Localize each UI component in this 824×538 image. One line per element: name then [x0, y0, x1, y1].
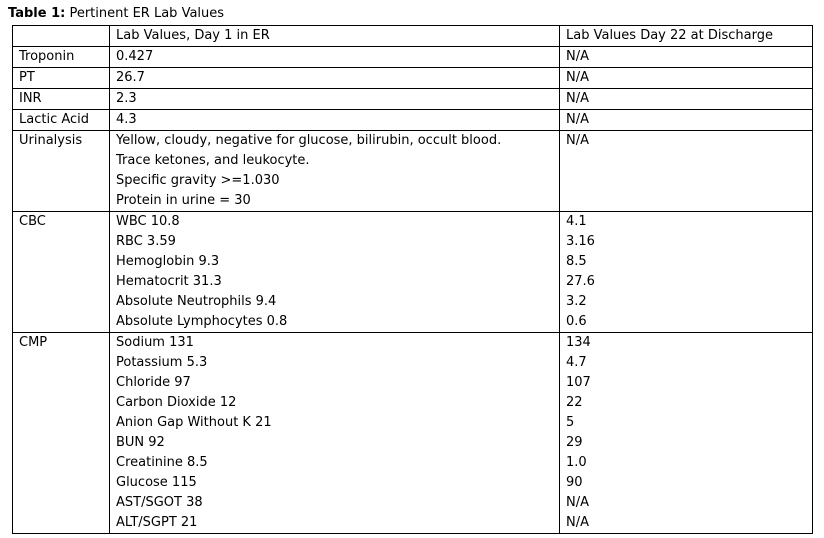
- lab-values-table: [12, 25, 813, 534]
- discharge-value-cell: [560, 212, 813, 333]
- table-row: [13, 212, 813, 333]
- day1-value-line: Sodium 131: [116, 335, 194, 350]
- table-row: [13, 333, 813, 534]
- table-row: [13, 47, 813, 68]
- discharge-value-cell: [560, 89, 813, 110]
- table-header-row: [13, 26, 813, 47]
- day1-value-line: 2.3: [116, 91, 137, 106]
- day1-value-line: Hemoglobin 9.3: [116, 254, 220, 269]
- day1-value-line: Potassium 5.3: [116, 355, 208, 370]
- discharge-value-line: N/A: [566, 515, 589, 530]
- discharge-value-cell: [560, 68, 813, 89]
- day1-value-line: BUN 92: [116, 435, 165, 450]
- day1-value-cell: [110, 47, 560, 68]
- discharge-value-line: N/A: [566, 133, 589, 148]
- discharge-value-line: 8.5: [566, 254, 587, 269]
- discharge-value-cell: [560, 131, 813, 212]
- day1-value-line: Creatinine 8.5: [116, 455, 208, 470]
- discharge-value-line: 107: [566, 375, 591, 390]
- table-row: [13, 89, 813, 110]
- discharge-value-line: N/A: [566, 495, 589, 510]
- discharge-value-line: 4.7: [566, 355, 587, 370]
- day1-value-cell: [110, 131, 560, 212]
- table-row: [13, 68, 813, 89]
- discharge-value-line: N/A: [566, 49, 589, 64]
- table-row: [13, 131, 813, 212]
- discharge-value-cell: [560, 333, 813, 534]
- test-name-cell: PT: [13, 68, 110, 89]
- discharge-value-line: 90: [566, 475, 583, 490]
- day1-value-cell: [110, 68, 560, 89]
- discharge-value-line: 5: [566, 415, 575, 430]
- caption-label: Table 1:: [8, 6, 66, 21]
- test-name-cell: Troponin: [13, 47, 110, 68]
- discharge-value-cell: [560, 110, 813, 131]
- header-cell-discharge: Lab Values Day 22 at Discharge: [560, 26, 813, 47]
- discharge-value-line: N/A: [566, 112, 589, 127]
- discharge-value-line: 29: [566, 435, 583, 450]
- discharge-value-line: 3.16: [566, 234, 595, 249]
- discharge-value-line: 27.6: [566, 274, 595, 289]
- day1-value-line: Absolute Neutrophils 9.4: [116, 294, 277, 309]
- day1-value-cell: [110, 110, 560, 131]
- discharge-value-line: N/A: [566, 70, 589, 85]
- discharge-value-line: 0.6: [566, 314, 587, 329]
- day1-value-line: Carbon Dioxide 12: [116, 395, 237, 410]
- test-name-cell: CBC: [13, 212, 110, 333]
- day1-value-line: Specific gravity >=1.030: [116, 173, 280, 188]
- table-body: [13, 47, 813, 534]
- day1-value-line: AST/SGOT 38: [116, 495, 203, 510]
- day1-value-cell: [110, 212, 560, 333]
- test-name-cell: Urinalysis: [13, 131, 110, 212]
- day1-value-line: WBC 10.8: [116, 214, 180, 229]
- day1-value-line: Anion Gap Without K 21: [116, 415, 272, 430]
- discharge-value-line: 22: [566, 395, 583, 410]
- test-name-cell: INR: [13, 89, 110, 110]
- discharge-value-line: N/A: [566, 91, 589, 106]
- day1-value-line: 26.7: [116, 70, 145, 85]
- day1-value-line: Absolute Lymphocytes 0.8: [116, 314, 288, 329]
- day1-value-cell: [110, 89, 560, 110]
- table-row: [13, 110, 813, 131]
- header-cell-day1: Lab Values, Day 1 in ER: [110, 26, 560, 47]
- day1-value-cell: [110, 333, 560, 534]
- discharge-value-line: 3.2: [566, 294, 587, 309]
- discharge-value-line: 1.0: [566, 455, 587, 470]
- header-cell-test: [13, 26, 110, 47]
- discharge-value-line: 134: [566, 335, 591, 350]
- day1-value-line: Hematocrit 31.3: [116, 274, 222, 289]
- test-name-cell: CMP: [13, 333, 110, 534]
- day1-value-line: Chloride 97: [116, 375, 191, 390]
- caption-text: Pertinent ER Lab Values: [65, 6, 225, 21]
- discharge-value-cell: [560, 47, 813, 68]
- day1-value-line: RBC 3.59: [116, 234, 176, 249]
- test-name-cell: Lactic Acid: [13, 110, 110, 131]
- day1-value-line: Trace ketones, and leukocyte.: [116, 153, 310, 168]
- table-caption: [8, 5, 224, 23]
- day1-value-line: Protein in urine = 30: [116, 193, 251, 208]
- day1-value-line: 0.427: [116, 49, 154, 64]
- discharge-value-line: 4.1: [566, 214, 587, 229]
- day1-value-line: 4.3: [116, 112, 137, 127]
- day1-value-line: Yellow, cloudy, negative for glucose, bilirubin, occult blood.: [116, 133, 502, 148]
- day1-value-line: ALT/SGPT 21: [116, 515, 198, 530]
- day1-value-line: Glucose 115: [116, 475, 197, 490]
